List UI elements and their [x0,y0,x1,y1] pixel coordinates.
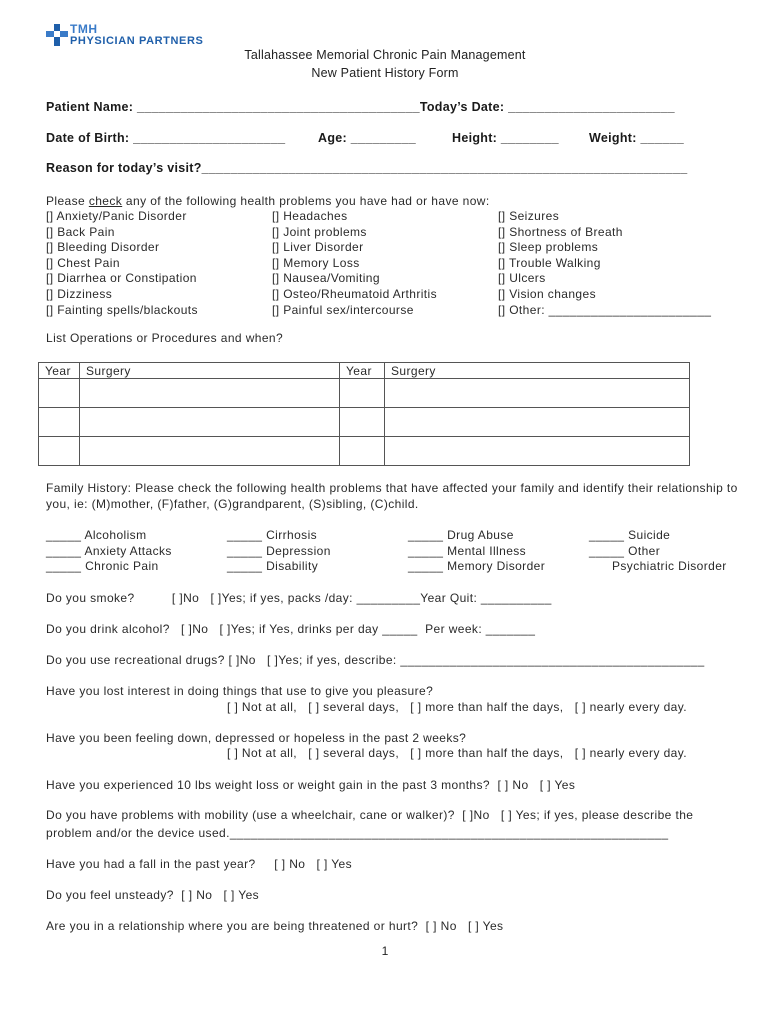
threat-question[interactable]: Are you in a relationship where you are being threatened or hurt? [ ] No [ ] Yes [46,919,504,933]
health-item[interactable]: [] Ulcers [498,271,546,286]
surgery-header: Surgery [385,363,690,379]
operations-prompt: List Operations or Procedures and when? [46,331,284,345]
mobility-question[interactable]: Do you have problems with mobility (use a wheelchair, cane or walker)? [ ]No [ ] Yes; if yes, please describe the [46,808,694,822]
health-item[interactable]: [] Nausea/Vomiting [272,271,380,286]
family-item[interactable]: _____ Memory Disorder [408,559,546,574]
family-intro-line2: you, ie: (M)mother, (F)father, (G)grandparent, (S)sibling, (C)child. [46,497,419,511]
surgery-cell[interactable] [385,379,690,408]
health-item[interactable]: [] Trouble Walking [498,255,601,270]
form-title: Tallahassee Memorial Chronic Pain Management [244,48,526,62]
family-item[interactable]: _____ Mental Illness [408,543,527,558]
health-item[interactable]: [] Bleeding Disorder [46,240,160,255]
health-item[interactable]: [] Memory Loss [272,255,360,270]
surgery-cell[interactable] [385,437,690,466]
family-item-extra: Psychiatric Disorder [612,559,727,573]
family-item[interactable]: _____ Cirrhosis [227,528,318,542]
surgery-cell[interactable] [80,379,340,408]
year-cell[interactable] [39,379,80,408]
weight-question[interactable]: Have you experienced 10 lbs weight loss or weight gain in the past 3 months? [ ] No [ ] Yes [46,778,576,792]
dob-field[interactable]: Date of Birth: _____________________ [46,131,286,145]
health-item[interactable]: [] Sleep problems [498,240,599,255]
smoke-question[interactable]: Do you smoke? [ ]No [ ]Yes; if yes, packs /day: _________Year Quit: __________ [46,591,552,605]
surgery-header: Surgery [80,363,340,379]
health-item[interactable]: [] Painful sex/intercourse [272,302,414,317]
health-item[interactable]: [] Chest Pain [46,255,120,270]
surgery-cell[interactable] [80,437,340,466]
health-item[interactable]: [] Headaches [272,209,348,223]
down-options[interactable]: [ ] Not at all, [ ] several days, [ ] more than half the days, [ ] nearly every day. [227,746,687,760]
age-field[interactable]: Age: _________ [318,131,417,145]
fall-question[interactable]: Have you had a fall in the past year? [ ] No [ ] Yes [46,857,353,871]
year-header: Year [39,363,80,379]
health-item[interactable]: [] Fainting spells/blackouts [46,302,198,317]
cross-logo-icon [46,24,68,46]
family-item[interactable]: _____ Anxiety Attacks [46,543,172,558]
health-item[interactable]: [] Vision changes [498,286,596,301]
table-header-row [39,363,690,379]
unsteady-question[interactable]: Do you feel unsteady? [ ] No [ ] Yes [46,888,260,902]
health-item[interactable]: [] Anxiety/Panic Disorder [46,209,187,223]
health-item[interactable]: [] Other: _______________________ [498,302,712,317]
interest-question: Have you lost interest in doing things that use to give you pleasure? [46,684,434,698]
interest-options[interactable]: [ ] Not at all, [ ] several days, [ ] more than half the days, [ ] nearly every day. [227,700,687,714]
health-item[interactable]: [] Dizziness [46,286,113,301]
table-row [39,379,690,408]
reason-field[interactable]: Reason for today’s visit?___________________________________________________________________ [46,161,688,175]
mobility-description[interactable]: problem and/or the device used.______________________________________________________________ [46,826,669,840]
family-item[interactable]: _____ Depression [227,543,331,558]
page-number: 1 [381,944,389,958]
health-col-1 [46,209,198,318]
logo-line1: TMH [70,22,98,36]
health-item[interactable]: [] Shortness of Breath [498,224,623,239]
year-cell[interactable] [340,437,385,466]
family-item[interactable]: _____ Disability [227,559,319,574]
surgery-cell[interactable] [80,408,340,437]
family-item[interactable]: _____ Alcoholism [46,528,147,542]
family-intro-line1: Family History: Please check the following health problems that have affected your family and identify their relationship to [46,481,738,495]
drugs-question[interactable]: Do you use recreational drugs? [ ]No [ ]Yes; if yes, describe: ___________________________________________ [46,653,705,667]
down-question: Have you been feeling down, depressed or hopeless in the past 2 weeks? [46,731,467,745]
health-intro: Please check any of the following health problems you have had or have now: [46,194,490,208]
weight-field[interactable]: Weight: ______ [589,131,684,145]
health-item[interactable]: [] Osteo/Rheumatoid Arthritis [272,286,437,301]
height-field[interactable]: Height: ________ [452,131,559,145]
year-cell[interactable] [340,408,385,437]
health-item[interactable]: [] Back Pain [46,224,115,239]
alcohol-question[interactable]: Do you drink alcohol? [ ]No [ ]Yes; if Yes, drinks per day _____ Per week: _______ [46,622,536,636]
health-col-2 [272,209,437,318]
year-header: Year [340,363,385,379]
form-subtitle: New Patient History Form [311,66,459,80]
table-row [39,437,690,466]
family-item[interactable]: _____ Drug Abuse [408,528,514,542]
health-item[interactable]: [] Seizures [498,209,560,223]
family-col-4 [589,528,670,559]
logo-line2: PHYSICIAN PARTNERS [70,35,204,47]
patient-name-field[interactable]: Patient Name: _______________________________________Today’s Date: _______________________ [46,100,675,114]
family-col-3 [408,528,545,575]
family-col-2 [227,528,331,575]
surgery-cell[interactable] [385,408,690,437]
health-item[interactable]: [] Liver Disorder [272,240,364,255]
year-cell[interactable] [340,379,385,408]
health-item[interactable]: [] Joint problems [272,224,367,239]
family-col-1 [46,528,172,575]
year-cell[interactable] [39,437,80,466]
year-cell[interactable] [39,408,80,437]
operations-table [38,362,690,466]
health-col-3 [498,209,711,318]
family-item[interactable]: _____ Other [589,543,661,558]
family-item[interactable]: _____ Suicide [589,528,671,542]
table-row [39,408,690,437]
family-item[interactable]: _____ Chronic Pain [46,559,159,574]
health-item[interactable]: [] Diarrhea or Constipation [46,271,197,286]
